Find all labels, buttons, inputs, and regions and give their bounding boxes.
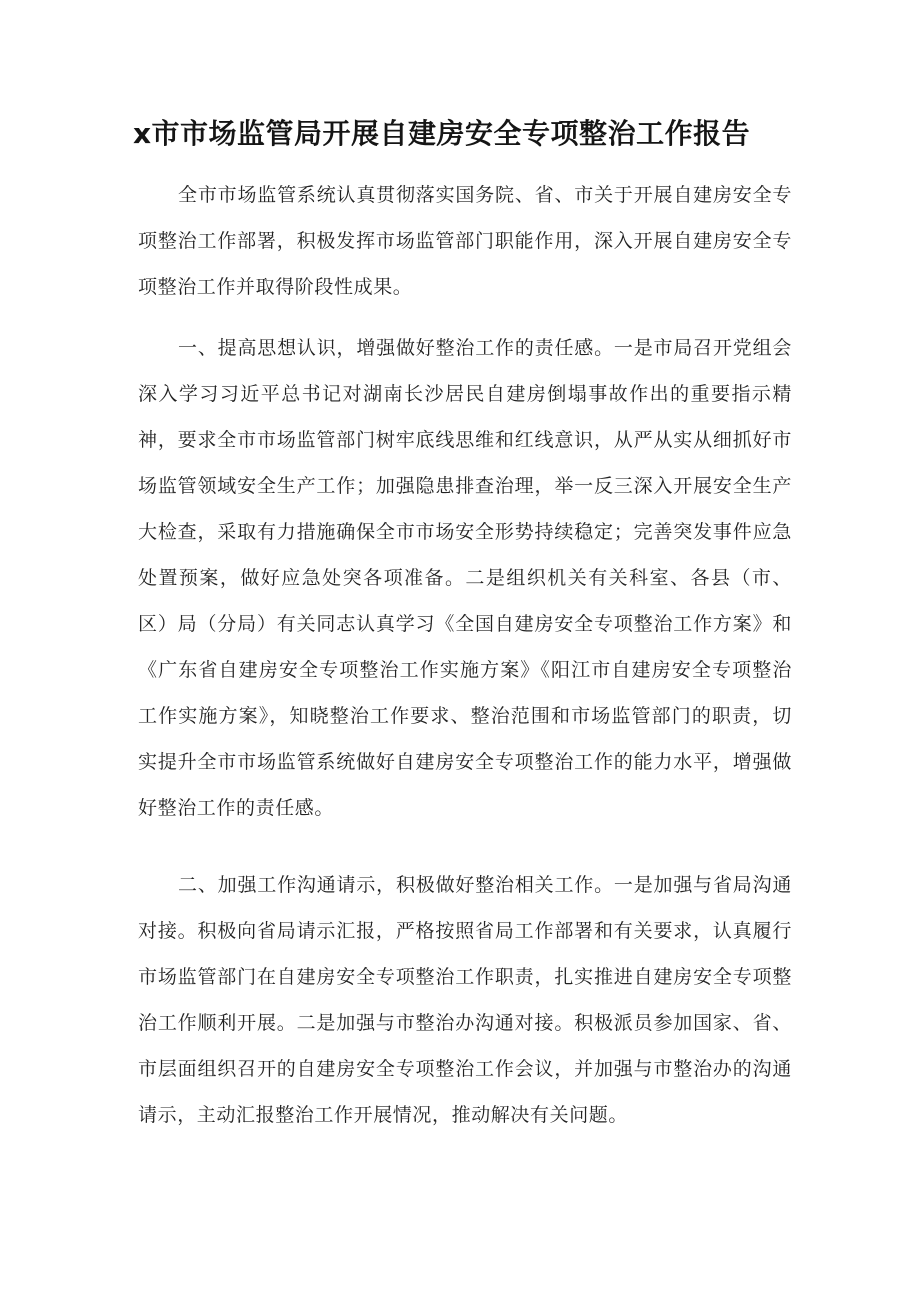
document-title: x市市场监管局开展自建房安全专项整治工作报告 [133,117,751,150]
paragraph-intro: 全市市场监管系统认真贯彻落实国务院、省、市关于开展自建房安全专项整治工作部署，积极发挥市场监管部门职能作用，深入开展自建房安全专项整治工作并取得阶段性成果。 [138,184,792,298]
paragraph-section-one: 一、提高思想认识，增强做好整治工作的责任感。一是市局召开党组会深入学习习近平总书记对湖南长沙居民自建房倒塌事故作出的重要指示精神，要求全市市场监管部门树牢底线思维和红线意识，从严从实从细抓好市场监管领域安全生产工作；加强隐患排查治理，举一反三深入开展安全生产大检查，采取有力措施确保全市市场安全形势持续稳定；完善突发事件应急处置预案，做好应急处突各项准备。二是组织机关有关科室、各县（市、区）局（分局）有关同志认真学习《全国自建房安全专项整治工作方案》和《广东省自建房安全专项整治工作实施方案》《阳江市自建房安全专项整治工作实施方案》，知晓整治工作要求、整治范围和市场监管部门的职责，切实提升全市市场监管系统做好自建房安全专项整治工作的能力水平，增强做好整治工作的责任感。 [138,337,792,819]
paragraph-section-two: 二、加强工作沟通请示，积极做好整治相关工作。一是加强与省局沟通对接。积极向省局请示汇报，严格按照省局工作部署和有关要求，认真履行市场监管部门在自建房安全专项整治工作职责，扎实推进自建房安全专项整治工作顺利开展。二是加强与市整治办沟通对接。积极派员参加国家、省、市层面组织召开的自建房安全专项整治工作会议，并加强与市整治办的沟通请示，主动汇报整治工作开展情况，推动解决有关问题。 [138,874,792,1126]
